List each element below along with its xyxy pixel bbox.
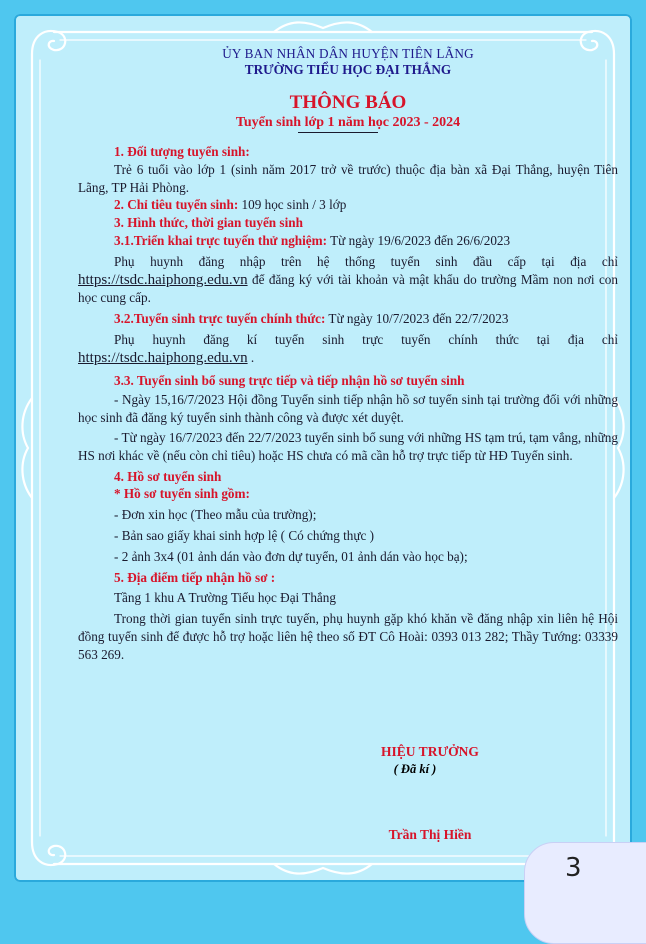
signature-name: Trần Thị Hiền (388, 827, 472, 842)
section-5-heading: 5. Địa điểm tiếp nhận hồ sơ : (114, 569, 276, 585)
document-item-1: - Đơn xin học (Theo mẫu của trường); (114, 507, 317, 523)
registration-link-1[interactable]: https://tsdc.haiphong.edu.vn (78, 271, 248, 288)
document-item-3: - 2 ảnh 3x4 (01 ảnh dán vào đơn dự tuyển, 01 ảnh dán vào học bạ); (114, 548, 468, 564)
notice-title: THÔNG BÁO (289, 92, 407, 113)
section-2 (78, 196, 618, 214)
section-3-2-link-line (78, 349, 618, 368)
section-3-3-heading: 3.3. Tuyển sinh bổ sung trực tiếp và tiếp nhận hồ sơ tuyển sinh (114, 372, 465, 388)
section-5 (78, 569, 618, 587)
section-5-text: Tầng 1 khu A Trường Tiểu học Đại Thắng (114, 590, 336, 606)
section-3-1-date: Từ ngày 19/6/2023 đến 26/6/2023 (327, 232, 511, 248)
section-3-2-heading: 3.2.Tuyển sinh trực tuyến chính thức: (114, 311, 326, 327)
section-3-1-text (78, 253, 618, 307)
section-3-heading: 3. Hình thức, thời gian tuyển sinh (114, 215, 303, 231)
org-name: ỦY BAN NHÂN DÂN HUYỆN TIÊN LÃNG (222, 46, 474, 61)
section-1-text: Trẻ 6 tuổi vào lớp 1 (sinh năm 2017 trở về trước) thuộc địa bàn xã Đại Thắng, huyện Tiên Lãng, TP Hải Phòng. (78, 161, 618, 195)
section-3 (78, 214, 618, 232)
section-3-3 (78, 372, 618, 390)
section-4-heading: 4. Hồ sơ tuyển sinh (114, 468, 222, 484)
section-2-heading: 2. Chỉ tiêu tuyển sinh: (114, 197, 239, 213)
badge-glyph: 3 (565, 853, 582, 883)
section-4-sub (78, 485, 618, 503)
signature-role: HIỆU TRƯỞNG (381, 744, 479, 759)
signature-status: ( Đã kí ) (393, 762, 437, 776)
section-3-2-date: Từ ngày 10/7/2023 đến 22/7/2023 (325, 311, 509, 327)
section-3-1-heading: 3.1.Triển khai trực tuyến thử nghiệm: (114, 232, 328, 248)
signature-block (330, 744, 530, 843)
section-3-3-p1: - Ngày 15,16/7/2023 Hội đồng Tuyển sinh tiếp nhận hồ sơ tuyển sinh tại trường đối với những học sinh đã đăng ký tuyển sinh thành công và được xét duyệt. (78, 392, 618, 426)
notice-subtitle: Tuyển sinh lớp 1 năm học 2023 - 2024 (235, 115, 461, 130)
section-3-2-tail: . (247, 349, 255, 365)
subtitle-underline (298, 132, 378, 133)
school-name: TRƯỜNG TIỂU HỌC ĐẠI THẮNG (244, 62, 452, 77)
section-3-2-text: Phụ huynh đăng kí tuyển sinh trực tuyến chính thức tại địa chỉ (114, 331, 618, 347)
section-3-2 (78, 310, 618, 328)
notice-content (78, 46, 618, 664)
section-3-1-text-a: Phụ huynh đăng nhập trên hệ thống tuyển sinh đầu cấp tại địa chỉ (114, 253, 618, 269)
registration-link-2[interactable]: https://tsdc.haiphong.edu.vn (78, 349, 248, 366)
section-1-heading-text: 1. Đối tượng tuyển sinh: (114, 144, 250, 159)
section-1-heading (78, 143, 618, 161)
floating-badge[interactable] (524, 842, 646, 944)
section-3-3-p2: - Từ ngày 16/7/2023 đến 22/7/2023 tuyển sinh bổ sung với những HS tạm trú, tạm vắng, những HS nơi khác về (nếu còn chỉ tiêu) hoặc HS chưa có mã cần hỗ trợ trực tiếp từ HĐ Tuyển sinh. (78, 429, 618, 463)
document-item-2: - Bản sao giấy khai sinh hợp lệ ( Có chứng thực ) (114, 527, 375, 543)
section-2-text: 109 học sinh / 3 lớp (238, 197, 347, 213)
section-4-sub-text: * Hồ sơ tuyển sinh gồm: (114, 486, 250, 502)
notice-page (14, 14, 632, 882)
section-5-contact: Trong thời gian tuyển sinh trực tuyến, phụ huynh gặp khó khăn về đăng nhập xin liên hệ Hội đồng tuyển sinh để được hỗ trợ hoặc liên hệ theo số ĐT Cô Hoài: 0393 013 282; Thầy Tướng: 03339 563 269. (78, 611, 618, 662)
section-3-1-text-b: để đăng ký với tài khoản và mật khẩu do trường Mầm non nơi con học cung cấp. (78, 271, 618, 306)
section-4 (78, 468, 618, 486)
section-3-1 (78, 232, 618, 250)
